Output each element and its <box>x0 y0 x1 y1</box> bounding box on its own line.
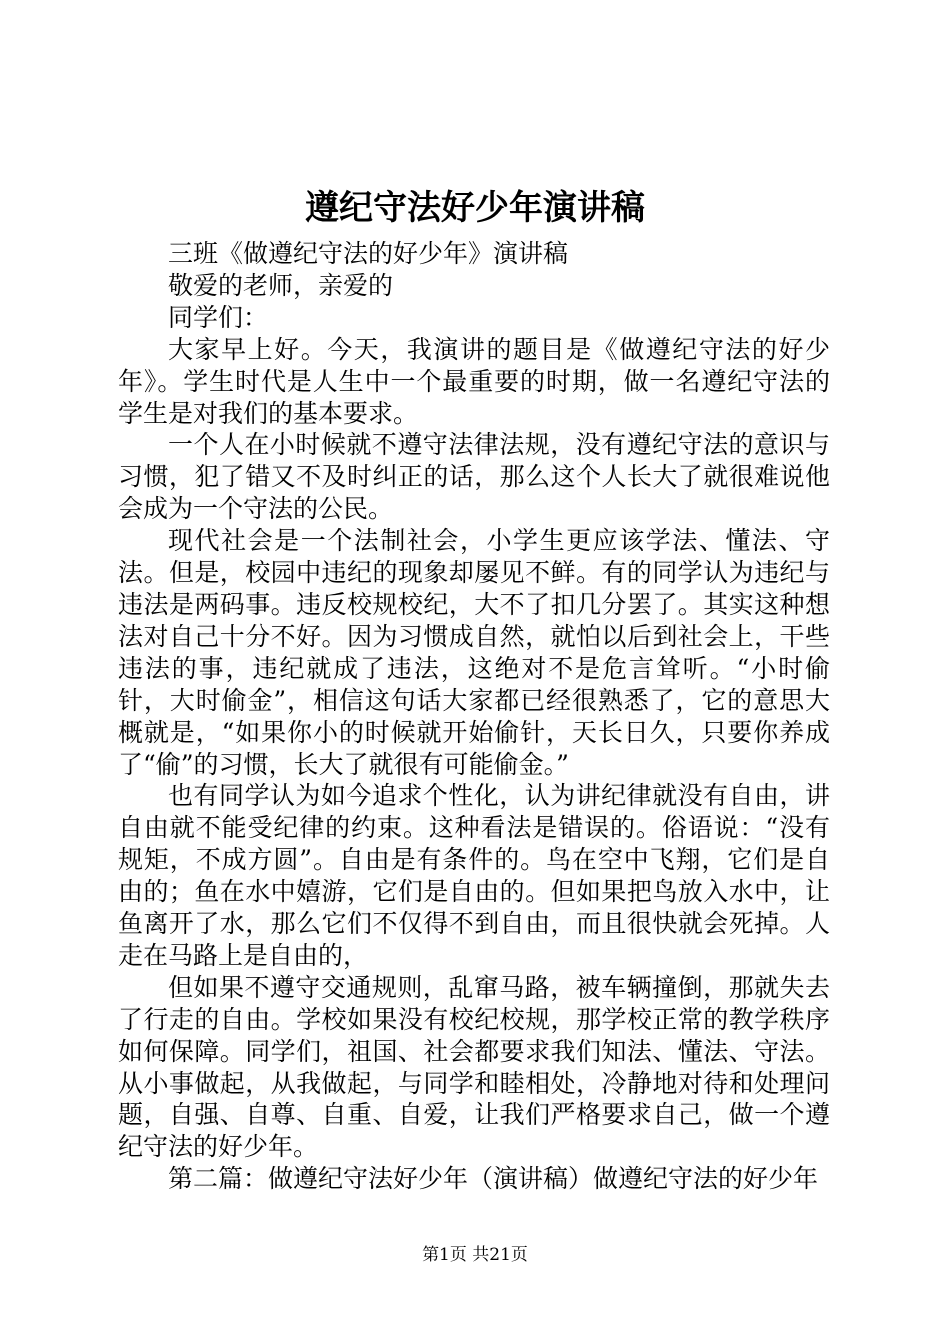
paragraph: 大家早上好。今天，我演讲的题目是《做遵纪守法的好少年》。学生时代是人生中一个最重要的时期，做一名遵纪守法的学生是对我们的基本要求。 <box>118 334 830 428</box>
paragraph: 也有同学认为如今追求个性化，认为讲纪律就没有自由，讲自由就不能受纪律的约束。这种看法是错误的。俗语说：“没有规矩，不成方圆”。自由是有条件的。鸟在空中飞翔，它们是自由的；鱼在水中嬉游，它们是自由的。但如果把鸟放入水中，让鱼离开了水，那么它们不仅得不到自由，而且很快就会死掉。人走在马路上是自由的， <box>118 781 830 970</box>
document-body <box>118 238 830 1195</box>
page-footer: 第1页 共21页 <box>422 1245 528 1265</box>
paragraph: 敬爱的老师，亲爱的 <box>168 270 394 300</box>
paragraph: 现代社会是一个法制社会，小学生更应该学法、懂法、守法。但是，校园中违纪的现象却屡见不鲜。有的同学认为违纪与违法是两码事。违反校规校纪，大不了扣几分罢了。其实这种想法对自己十分不好。因为习惯成自然，就怕以后到社会上，干些违法的事，违纪就成了违法，这绝对不是危言耸听。“小时偷针，大时偷金”，相信这句话大家都已经很熟悉了，它的意思大概就是，“如果你小的时候就开始偷针，天长日久，只要你养成了“偷”的习惯，长大了就很有可能偷金。” <box>118 526 830 779</box>
paragraph: 同学们： <box>168 302 269 332</box>
paragraph: 三班《做遵纪守法的好少年》演讲稿 <box>168 239 569 268</box>
paragraph: 一个人在小时候就不遵守法律法规，没有遵纪守法的意识与习惯，犯了错又不及时纠正的话，那么这个人长大了就很难说他会成为一个守法的公民。 <box>118 430 830 524</box>
paragraph: 第二篇：做遵纪守法好少年（演讲稿）做遵纪守法的好少年 <box>168 1164 819 1194</box>
document-title: 遵纪守法好少年演讲稿 <box>305 188 645 228</box>
paragraph: 但如果不遵守交通规则，乱窜马路，被车辆撞倒，那就失去了行走的自由。学校如果没有校纪校规，那学校正常的教学秩序如何保障。同学们，祖国、社会都要求我们知法、懂法、守法。从小事做起，从我做起，与同学和睦相处，冷静地对待和处理问题，自强、自尊、自重、自爱，让我们严格要求自己，做一个遵纪守法的好少年。 <box>118 972 830 1162</box>
